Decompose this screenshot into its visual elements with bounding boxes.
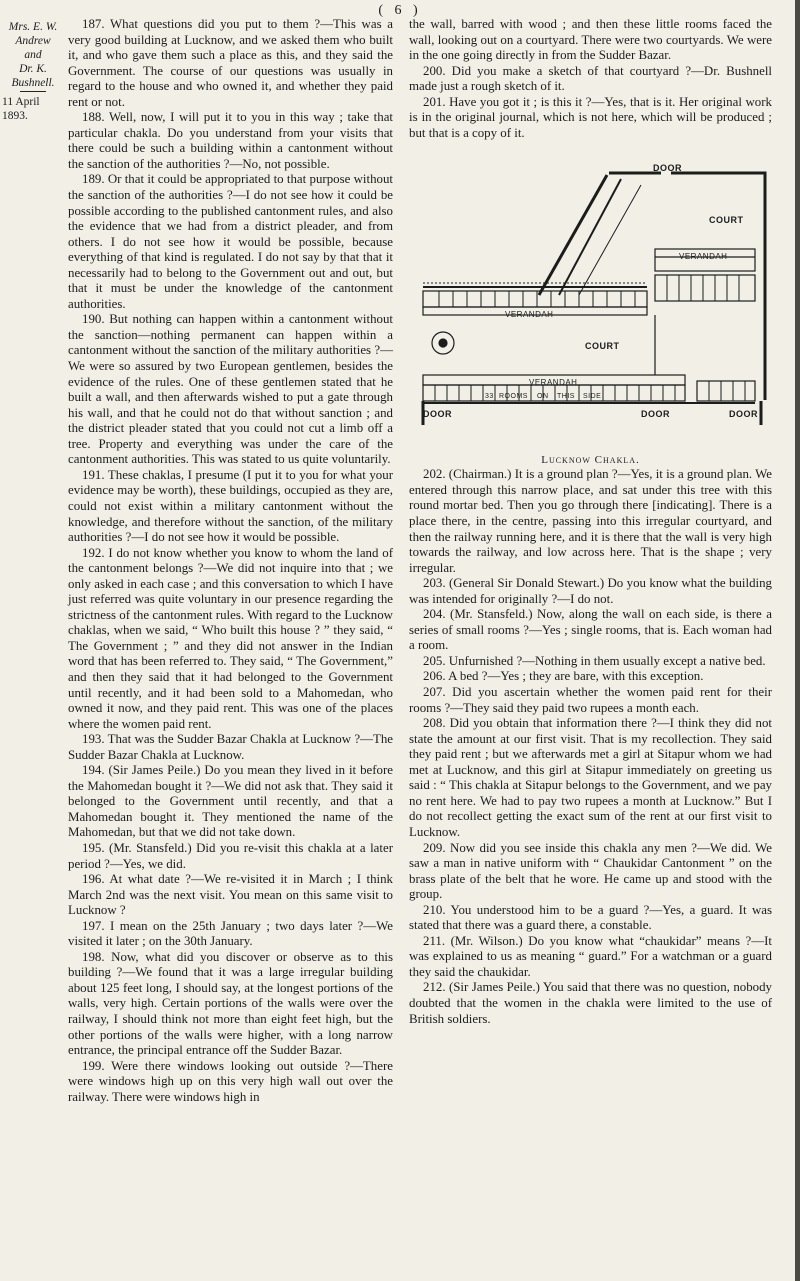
verandah-label-right: VERANDAH	[679, 252, 728, 262]
margin-date: 11 April 1893.	[2, 96, 40, 122]
paragraph: 202. (Chairman.) It is a ground plan ?—Yes, it is a ground plan. We entered through this narrow place, and sat under this tree with this round mortar bed. Then you go through there [indicating]. There is a place there, in the centre, passing into this irregular courtyard, and then the railway running here, and it is there that the wall is very high towards the railway, and low across here. That is the shape ; very irregular.	[409, 467, 772, 575]
paragraph: 200. Did you make a sketch of that courtyard ?—Dr. Bushnell made just a rough sketch of it.	[409, 63, 772, 94]
margin-witness2: Dr. K. Bushnell.	[11, 63, 55, 89]
paragraph: 192. I do not know whether you know to whom the land of the cantonment belongs ?—We did not inquire into that ; we only asked in each case ; and this conversation to which I have just referred was quite voluntary in our presence regarding the strictness of the cantonment rules. With regard to the Lucknow chaklas, when we said, “ Who built this house ? ” they said, “ The Government ; ” and they did not answer in the Indian word that has been referred to. They said, “ The Government,” and then they said that it had belonged to the Government until recently, and it had been sold to a Mahomedan, who owned it now, and they paid rent. This was one of the places where the women paid rent.	[68, 545, 393, 731]
court-label-top: COURT	[709, 215, 744, 226]
paragraph: the wall, barred with wood ; and then these little rooms faced the wall, looking out on a courtyard. There were two courtyards. We were in the one going directly in from the Sudder Bazar.	[409, 17, 772, 63]
paragraph: 211. (Mr. Wilson.) Do you know what “chaukidar” means ?—It was explained to us as meaning “ guard.” For a watchman or a guard they said the chaukidar.	[409, 933, 772, 979]
paragraph: 199. Were there windows looking out outside ?—There were windows high up on this very high wall out over the railway. There were windows high in	[68, 1058, 393, 1104]
paragraph: 210. You understood him to be a guard ?—Yes, a guard. It was stated that there was a guard there, a constable.	[409, 902, 772, 933]
margin-note	[2, 20, 64, 123]
paragraph: 203. (General Sir Donald Stewart.) Do you know what the building was intended for originally ?—I do not.	[409, 576, 772, 606]
paragraph: 208. Did you obtain that information there ?—I think they did not state the amount at our first visit. That is my recollection. They said they paid rent ; but we afterwards met a girl at Sitapur whom we had met at Lucknow, and this girl at Sitapur immediately on greeting us said : “ This chakla at Sitapur belongs to the Government, and we pay no rent here. We had to pay two rupees a month at Lucknow.” But I do not recollect getting the exact sum of the rent at our first visit to Lucknow.	[409, 716, 772, 839]
paragraph: 191. These chaklas, I presume (I put it to you for what your evidence may be worth), these buildings, occupied as they are, could not exist within a military cantonment without the knowledge, and therefore without the sanction, of the military authorities ?—I do not see how it would be possible.	[68, 467, 393, 545]
paragraph: 195. (Mr. Stansfeld.) Did you re-visit this chakla at a later period ?—Yes, we did.	[68, 840, 393, 871]
bottom-word: 33	[485, 393, 494, 401]
paragraph: 194. (Sir James Peile.) Do you mean they lived in it before the Mahomedan bought it ?—We did not ask that. They said it belonged to the Government until recently, and that a Mahomedan bought it. They mentioned the name of the Mahomedan, but that we did not take down.	[68, 763, 393, 840]
verandah-label-bottom: VERANDAH	[529, 378, 578, 388]
paragraph: 196. At what date ?—We re-visited it in March ; I think March 2nd was the next visit. You mean on this same visit to Lucknow ?	[68, 872, 393, 918]
book-binding-edge	[795, 0, 800, 1281]
margin-and: and	[24, 49, 42, 61]
paragraph: 205. Unfurnished ?—Nothing in them usually except a native bed.	[423, 653, 766, 668]
margin-witness: Mrs. E. W. Andrew	[8, 21, 58, 47]
door-label-top: DOOR	[653, 163, 682, 174]
margin-rule	[20, 91, 46, 92]
paragraph: 201. Have you got it ; is this it ?—Yes, that is it. Her original work is in the original journal, which is not here, which will be produced ; but that is a copy of it.	[409, 94, 772, 140]
paragraph: 209. Now did you see inside this chakla any men ?—We did. We saw a man in native uniform with “ Chaukidar Cantonment ” on the brass plate of the belt that he wore. He came up and stood with the group.	[409, 840, 772, 902]
diagram-caption: Lucknow Chakla.	[541, 454, 640, 467]
paragraph: 212. (Sir James Peile.) You said that there was no question, nobody doubted that the women in the chakla were limited to the use of British soldiers.	[409, 980, 772, 1026]
court-label-mid: COURT	[585, 341, 620, 352]
paragraph: 198. Now, what did you discover or observe as to this building ?—We found that it was a large irregular building about 125 feet long, I should say, at the longest portions of the walls, very high. Certain portions of the walls were over the railway, I should think not more than eight feet high, but the other portions of the walls were higher, with a long narrow entrance, the principal entrance off the Sudder Bazar.	[68, 949, 393, 1058]
paragraph: 197. I mean on the 25th January ; two days later ?—We visited it later ; on the 30th January.	[68, 918, 393, 949]
paragraph: 206. A bed ?—Yes ; they are bare, with this exception.	[423, 669, 704, 684]
bottom-word: ROOMS	[499, 393, 528, 401]
ground-plan-drawing	[409, 145, 772, 465]
paragraph: 207. Did you ascertain whether the women paid rent for their rooms ?—They said they paid two rupees a month each.	[409, 685, 772, 715]
page-number: ( 6 )	[378, 3, 422, 18]
paragraph: 187. What questions did you put to them ?—This was a very good building at Lucknow, and we asked them who built it, and who gave them such a place as this, and they said the Government. The course of our questions was usually in regard to the house and who owned it, and whether they paid rent or not.	[68, 17, 393, 109]
door-label-bottom-right: DOOR	[729, 409, 758, 420]
ground-plan-sketch	[409, 145, 772, 465]
paragraph: 190. But nothing can happen within a cantonment without the sanction—nothing permanent can happen within a cantonment without the sanction of the military authorities ?—We were so assured by two European gentlemen, besides the evidence of the rules. One of these gentlemen stated that he built a wall, and then afterwards wished to put a gate through his wall, and that he could not do that without sanction ; and the district pleader stated that you could not cut a limb off a tree. Property and everything was under the care of the cantonment authorities. This was stated to us quite voluntarily.	[68, 312, 393, 467]
right-column	[409, 17, 772, 1027]
door-label-bottom-mid: DOOR	[641, 409, 670, 420]
bottom-word: THIS	[557, 393, 575, 401]
bottom-word: SIDE	[583, 393, 602, 401]
verandah-label-left: VERANDAH	[505, 310, 554, 320]
paragraph: 193. That was the Sudder Bazar Chakla at Lucknow ?—The Sudder Bazar Chakla at Lucknow.	[68, 732, 393, 762]
paragraph: 188. Well, now, I will put it to you in this way ; take that particular chakla. Do you understand from your visits that there could be such a building within a cantonment without the sanction of the authorities ?—No, not possible.	[68, 110, 393, 171]
bottom-word: ON	[537, 393, 549, 401]
paragraph: 189. Or that it could be appropriated to that purpose without the sanction of the authorities ?—I do not see how it could be possible according to the published cantonment rules, and also the evidence that we had from a district pleader, and from others. I do not see how it would be possible, because everything of that kind is regulated. I do not say by that that it necessarily had to belong to the Government out and out, but that it must be under the knowledge of the cantonment authorities.	[68, 172, 393, 311]
left-column	[68, 17, 393, 1105]
door-label-bottom-left: DOOR	[423, 409, 452, 420]
paragraph: 204. (Mr. Stansfeld.) Now, along the wall on each side, is there a series of small rooms ?—Yes ; single rooms, that is. Each woman had a room.	[409, 607, 772, 653]
